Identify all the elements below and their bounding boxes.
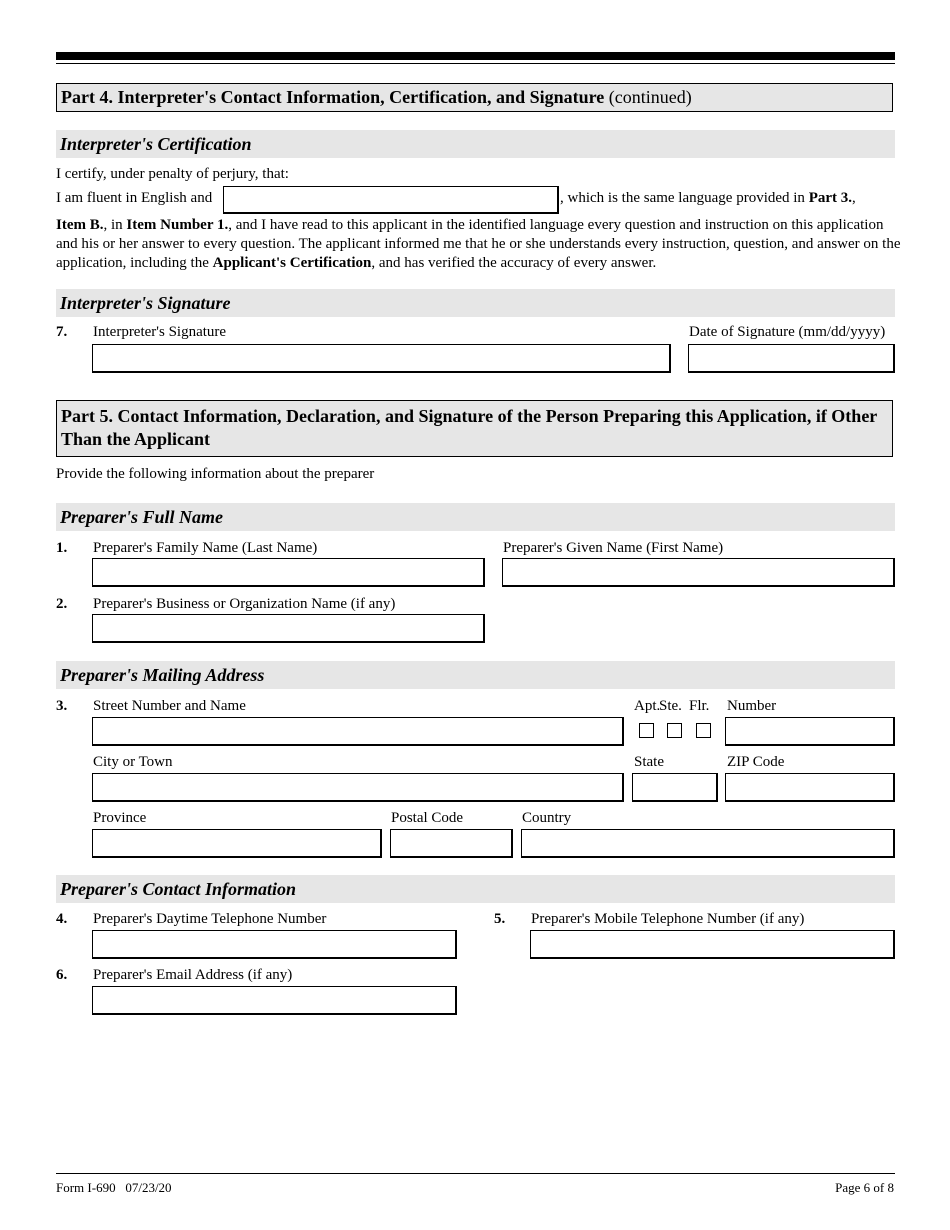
daytime-phone-field[interactable] <box>92 930 457 959</box>
item-7-number: 7. <box>56 324 68 340</box>
ste-checkbox[interactable] <box>667 723 682 738</box>
interpreter-signature-field[interactable] <box>92 344 671 373</box>
mailing-address-heading: Preparer's Mailing Address <box>56 661 895 689</box>
business-name-field[interactable] <box>92 614 485 643</box>
part4-continued: (continued) <box>608 87 692 107</box>
interpreter-signature-label: Interpreter's Signature <box>93 324 227 340</box>
part4-header <box>56 83 893 112</box>
business-name-label: Preparer's Business or Organization Name (if any) <box>93 596 396 612</box>
given-name-field[interactable] <box>502 558 895 587</box>
certification-paragraph: Item B., in Item Number 1., and I have read to this applicant in the identified language every question and instruction on this application and his or her answer to every question. The applicant informed me that he or she understands every instruction, question, and answer on the application, including the Applicant's Certification, and has verified the accuracy of every answer. <box>56 217 901 271</box>
certify-text: I certify, under penalty of perjury, that: <box>56 166 289 182</box>
part5-intro: Provide the following information about the preparer <box>56 466 375 482</box>
top-thin-rule <box>56 63 895 64</box>
item-1-number: 1. <box>56 540 68 556</box>
contact-information-heading: Preparer's Contact Information <box>56 875 895 903</box>
province-label: Province <box>93 810 147 826</box>
language-field[interactable] <box>223 186 559 214</box>
flr-label: Flr. <box>689 698 710 714</box>
zip-label: ZIP Code <box>727 754 785 770</box>
apt-label: Apt. <box>634 698 661 714</box>
number-label: Number <box>727 698 777 714</box>
country-label: Country <box>522 810 572 826</box>
footer-form-id: Form I-690 07/23/20 <box>56 1180 172 1195</box>
state-field[interactable] <box>632 773 718 802</box>
date-of-signature-label: Date of Signature (mm/dd/yyyy) <box>689 324 886 340</box>
country-field[interactable] <box>521 829 895 858</box>
apt-number-field[interactable] <box>725 717 895 746</box>
city-label: City or Town <box>93 754 173 770</box>
preparer-full-name-heading: Preparer's Full Name <box>56 503 895 531</box>
zip-field[interactable] <box>725 773 895 802</box>
apt-checkbox[interactable] <box>639 723 654 738</box>
street-field[interactable] <box>92 717 624 746</box>
street-label: Street Number and Name <box>93 698 246 714</box>
postal-code-label: Postal Code <box>391 810 464 826</box>
part5-header: Part 5. Contact Information, Declaration, and Signature of the Person Preparing this Application, if Other Than the Applicant <box>56 400 893 457</box>
footer-rule <box>56 1173 895 1174</box>
postal-code-field[interactable] <box>390 829 513 858</box>
family-name-field[interactable] <box>92 558 485 587</box>
item-2-number: 2. <box>56 596 68 612</box>
footer-page-number: Page 6 of 8 <box>835 1180 894 1195</box>
email-field[interactable] <box>92 986 457 1015</box>
state-label: State <box>634 754 664 770</box>
top-thick-rule <box>56 52 895 60</box>
mobile-phone-label: Preparer's Mobile Telephone Number (if any) <box>531 911 805 927</box>
item-3-number: 3. <box>56 698 68 714</box>
interpreter-certification-heading: Interpreter's Certification <box>56 130 895 158</box>
date-of-signature-field[interactable] <box>688 344 895 373</box>
fluent-prefix: I am fluent in English and <box>56 190 213 206</box>
item-5-number: 5. <box>494 911 506 927</box>
city-field[interactable] <box>92 773 624 802</box>
given-name-label: Preparer's Given Name (First Name) <box>503 540 724 556</box>
province-field[interactable] <box>92 829 382 858</box>
fluent-suffix: , which is the same language provided in Part 3., <box>560 190 856 206</box>
flr-checkbox[interactable] <box>696 723 711 738</box>
ste-label: Ste. <box>659 698 682 714</box>
part4-title: Part 4. Interpreter's Contact Information, Certification, and Signature <box>61 87 605 107</box>
mobile-phone-field[interactable] <box>530 930 895 959</box>
item-4-number: 4. <box>56 911 68 927</box>
interpreter-signature-heading: Interpreter's Signature <box>56 289 895 317</box>
daytime-phone-label: Preparer's Daytime Telephone Number <box>93 911 327 927</box>
item-6-number: 6. <box>56 967 68 983</box>
email-label: Preparer's Email Address (if any) <box>93 967 293 983</box>
family-name-label: Preparer's Family Name (Last Name) <box>93 540 318 556</box>
